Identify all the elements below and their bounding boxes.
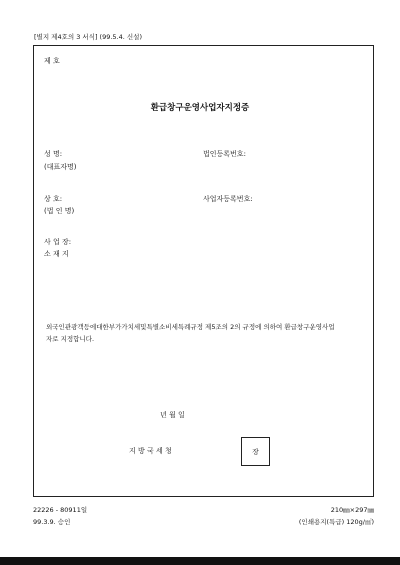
corporate-name-label: (법 인 명) — [44, 207, 75, 215]
document-title: 환급창구운영사업자지정증 — [150, 103, 250, 113]
document-number-label: 제 호 — [44, 57, 60, 65]
footer-size: 210㎜×297㎜ — [330, 506, 374, 514]
seal-box — [241, 437, 270, 466]
corporate-registration-label: 법인등록번호: — [203, 150, 246, 158]
footer-code: 22226 - 80911일 — [33, 506, 88, 514]
footer-approval: 99.3.9. 승인 — [33, 518, 71, 526]
footer-paper: (인쇄용지(특급) 120g/㎡) — [298, 518, 374, 526]
name-label: 성 명: — [44, 150, 63, 158]
seal-text: 장 — [252, 447, 259, 456]
body-text-line-1: 외국인관광객등에대한부가가치세및특별소비세특례규정 제5조의 2의 규정에 의하여 환급창구운영사업 — [46, 323, 335, 331]
form-label: [별지 제4호의 3 서식] (99.5.4. 신설) — [34, 33, 142, 41]
date-label: 년 월 일 — [160, 411, 185, 419]
bottom-bar — [0, 557, 400, 565]
body-text-line-2: 자로 지정합니다. — [46, 335, 95, 343]
business-registration-label: 사업자등록번호: — [203, 195, 253, 203]
location-label: 소 재 지 — [44, 250, 69, 258]
issuer-label: 지 방 국 세 청 — [129, 447, 172, 455]
representative-label: (대표자명) — [44, 163, 77, 171]
trade-name-label: 상 호: — [44, 195, 63, 203]
business-place-label: 사 업 장: — [44, 238, 72, 246]
